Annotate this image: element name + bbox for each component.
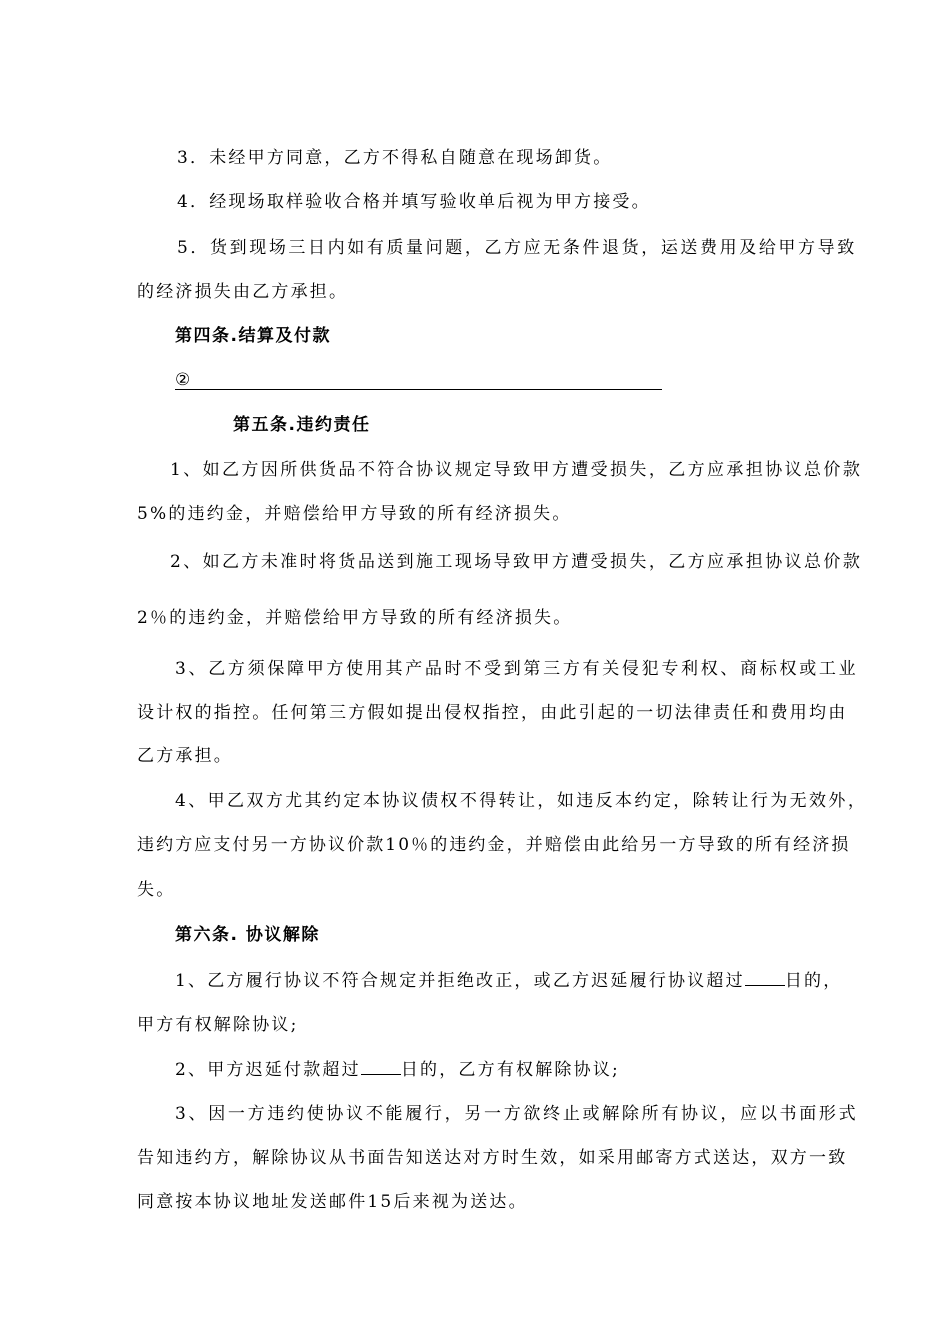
circled-number-2: ② — [175, 370, 191, 390]
clause-6-1-text: 1、乙方履行协议不符合规定并拒绝改正，或乙方迟延履行协议超过 — [175, 971, 745, 991]
clause-5-3: 3、乙方须保障甲方使用其产品时不受到第三方有关侵犯专利权、商标权或工业 — [175, 659, 859, 679]
clause-3-5-cont: 的经济损失由乙方承担。 — [137, 282, 349, 302]
clause-6-1 — [175, 968, 842, 992]
clause-5-3-cont: 设计权的指控。任何第三方假如提出侵权指控，由此引起的一切法律责任和费用均由 — [137, 703, 848, 723]
clause-3-4: 4．经现场取样验收合格并填写验收单后视为甲方接受。 — [177, 192, 651, 212]
clause-6-2-text: 2、甲方迟延付款超过 — [175, 1060, 361, 1080]
clause-6-1-cont: 甲方有权解除协议; — [137, 1015, 299, 1035]
clause-6-2 — [175, 1057, 620, 1081]
article-5-heading: 第五条.违约责任 — [233, 415, 371, 435]
clause-5-4-cont: 违约方应支付另一方协议价款10％的违约金，并赔偿由此给另一方导致的所有经济损 — [137, 835, 851, 855]
clause-3-3: 3．未经甲方同意，乙方不得私自随意在现场卸货。 — [177, 148, 613, 168]
clause-6-3-cont: 告知违约方，解除协议从书面告知送达对方时生效，如采用邮寄方式送达，双方一致 — [137, 1148, 848, 1168]
clause-5-1-cont: 5%的违约金，并赔偿给甲方导致的所有经济损失。 — [137, 504, 572, 524]
days-blank-2 — [361, 1057, 401, 1075]
clause-5-2-cont: 2％的违约金，并赔偿给甲方导致的所有经济损失。 — [137, 608, 573, 628]
clause-5-4: 4、甲乙双方尤其约定本协议债权不得转让，如违反本约定，除转让行为无效外， — [175, 791, 868, 811]
days-blank-1 — [745, 968, 785, 986]
clause-6-1-tail: 日的， — [784, 971, 843, 991]
clause-5-3-cont2: 乙方承担。 — [137, 746, 233, 766]
article-6-heading: 第六条. 协议解除 — [175, 925, 320, 945]
clause-3-5: 5．货到现场三日内如有质量问题，乙方应无条件退货，运送费用及给甲方导致 — [177, 238, 857, 258]
clause-5-1: 1、如乙方因所供货品不符合协议规定导致甲方遭受损失，乙方应承担协议总价款 — [170, 460, 863, 480]
payment-blank-line — [175, 389, 662, 390]
clause-5-2: 2、如乙方未准时将货品送到施工现场导致甲方遭受损失，乙方应承担协议总价款 — [170, 552, 863, 572]
clause-6-2-tail: 日的，乙方有权解除协议; — [400, 1060, 620, 1080]
article-4-heading: 第四条.结算及付款 — [175, 326, 331, 346]
clause-6-3-cont2: 同意按本协议地址发送邮件15后来视为送达。 — [137, 1192, 528, 1212]
clause-6-3: 3、因一方违约使协议不能履行，另一方欲终止或解除所有协议，应以书面形式 — [175, 1104, 859, 1124]
clause-5-4-cont2: 失。 — [137, 880, 176, 900]
